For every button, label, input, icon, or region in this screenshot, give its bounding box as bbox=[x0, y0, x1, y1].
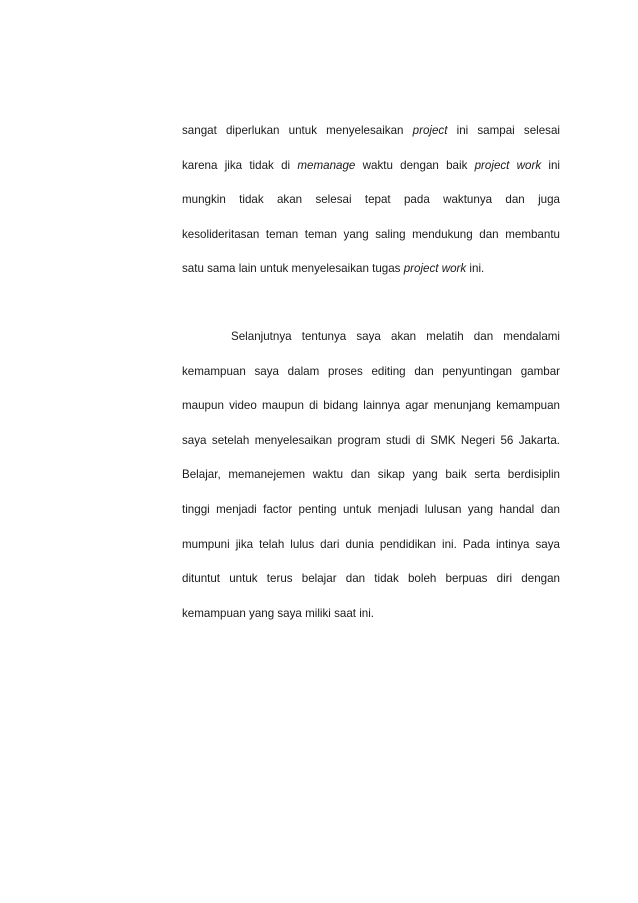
text-segment: Selanjutnya tentunya saya akan melatih dan mendalami bbox=[231, 329, 560, 343]
text-line bbox=[182, 183, 560, 218]
text-line bbox=[182, 597, 560, 632]
text-segment: dituntut untuk terus belajar dan tidak boleh berpuas diri dengan bbox=[182, 572, 560, 586]
text-line bbox=[182, 114, 560, 149]
text-segment: mungkin tidak akan selesai tepat pada waktunya dan juga bbox=[182, 193, 560, 207]
document-body bbox=[182, 114, 560, 631]
text-segment: ini. bbox=[466, 262, 485, 276]
text-segment: kemampuan saya dalam proses editing dan penyuntingan gambar bbox=[182, 364, 560, 378]
paragraph-gap bbox=[182, 287, 560, 320]
text-segment: karena jika tidak di bbox=[182, 158, 298, 172]
paragraph bbox=[182, 114, 560, 287]
italic-term: project work bbox=[474, 158, 542, 172]
text-segment: sangat diperlukan untuk menyelesaikan bbox=[182, 124, 413, 137]
text-segment: satu sama lain untuk menyelesaikan tugas bbox=[182, 262, 404, 276]
italic-term: project work bbox=[403, 262, 467, 276]
text-segment: waktu dengan baik bbox=[355, 158, 475, 172]
text-segment: tinggi menjadi factor penting untuk menjadi lulusan yang handal dan bbox=[182, 502, 560, 516]
text-segment: ini bbox=[541, 158, 560, 172]
text-segment: kemampuan yang saya miliki saat ini. bbox=[182, 606, 375, 620]
text-segment: Belajar, memanejemen waktu dan sikap yang baik serta berdisiplin bbox=[182, 468, 560, 482]
text-line bbox=[182, 320, 560, 355]
text-line bbox=[182, 218, 560, 253]
italic-term: project bbox=[412, 124, 448, 137]
text-segment: saya setelah menyelesaikan program studi di SMK Negeri 56 Jakarta. bbox=[182, 433, 560, 447]
text-line bbox=[182, 149, 560, 184]
italic-term: memanage bbox=[297, 158, 356, 172]
text-line bbox=[182, 389, 560, 424]
text-line bbox=[182, 252, 560, 287]
text-segment: ini sampai selesai bbox=[447, 124, 560, 137]
text-segment: maupun video maupun di bidang lainnya agar menunjang kemampuan bbox=[182, 399, 560, 413]
text-segment: kesolideritasan teman teman yang saling mendukung dan membantu bbox=[182, 227, 560, 241]
text-line bbox=[182, 424, 560, 459]
text-segment: mumpuni jika telah lulus dari dunia pendidikan ini. Pada intinya saya bbox=[182, 537, 560, 551]
text-line bbox=[182, 562, 560, 597]
text-line bbox=[182, 355, 560, 390]
text-line bbox=[182, 493, 560, 528]
text-line bbox=[182, 458, 560, 493]
text-line bbox=[182, 528, 560, 563]
paragraph bbox=[182, 320, 560, 631]
